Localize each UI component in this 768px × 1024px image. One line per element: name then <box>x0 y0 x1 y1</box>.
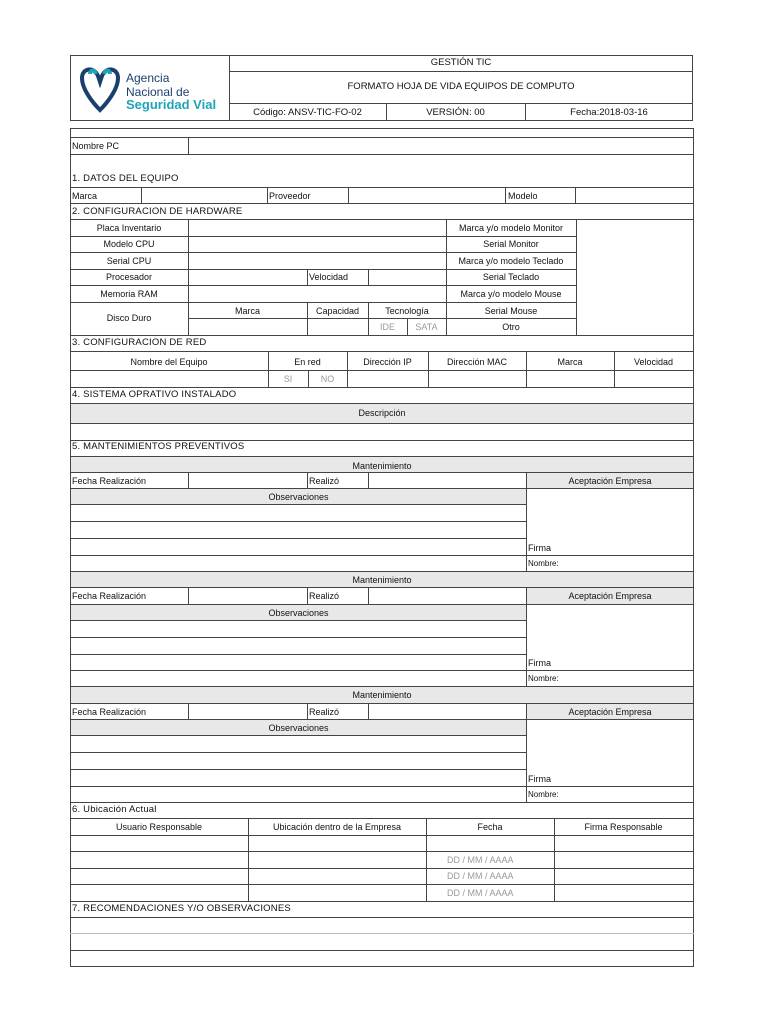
label-capacidad: Capacidad <box>315 306 360 316</box>
label-tecnologia: Tecnología <box>385 306 429 316</box>
label-modelo-cpu: Modelo CPU <box>103 239 155 249</box>
label-procesador: Procesador <box>105 272 153 282</box>
mant1-aceptacion: Aceptación Empresa <box>568 476 652 486</box>
label-teclado: Marca y/o modelo Teclado <box>458 256 564 266</box>
org-line1: Agencia <box>126 71 170 85</box>
option-ide[interactable]: IDE <box>379 322 395 332</box>
label-serial-mouse: Serial Mouse <box>484 306 538 316</box>
col-usuario: Usuario Responsable <box>115 822 203 832</box>
section-7-title: 7. RECOMENDACIONES Y/O OBSERVACIONES <box>72 903 291 914</box>
col-marca-red: Marca <box>557 357 583 367</box>
mant3-obs: Observaciones <box>268 723 329 733</box>
marca-field[interactable] <box>142 188 267 203</box>
label-marca: Marca <box>72 191 98 201</box>
doc-code: Código: ANSV-TIC-FO-02 <box>253 107 362 118</box>
mant3-nombre: Nombre: <box>528 790 559 799</box>
section-6-title: 6. Ubicación Actual <box>72 804 157 815</box>
proveedor-field[interactable] <box>349 188 505 203</box>
date-placeholder-3[interactable]: DD / MM / AAAA <box>447 888 514 898</box>
doc-date: Fecha:2018-03-16 <box>570 107 648 118</box>
label-velocidad: Velocidad <box>309 272 349 282</box>
pc-name-field[interactable] <box>189 138 693 154</box>
col-ip: Dirección IP <box>363 357 412 367</box>
logo-mark-icon <box>78 64 122 114</box>
org-line3: Seguridad Vial <box>126 97 217 112</box>
mant2-nombre: Nombre: <box>528 674 559 683</box>
option-sata[interactable]: SATA <box>415 322 438 332</box>
section-3-title: 3. CONFIGURACION DE RED <box>72 337 207 348</box>
label-descripcion: Descripción <box>358 408 406 418</box>
mant2-aceptacion: Aceptación Empresa <box>568 591 652 601</box>
agency-logo <box>78 64 122 114</box>
col-fecha: Fecha <box>477 822 503 832</box>
col-en-red: En red <box>294 357 321 367</box>
label-serial-monitor: Serial Monitor <box>483 239 539 249</box>
modelo-field[interactable] <box>576 188 693 203</box>
label-disco: Disco Duro <box>106 313 152 323</box>
option-no[interactable]: NO <box>320 374 335 384</box>
label-disco-marca: Marca <box>234 306 260 316</box>
label-modelo: Modelo <box>508 191 538 201</box>
section-5-title: 5. MANTENIMIENTOS PREVENTIVOS <box>72 441 245 452</box>
mant2-firma: Firma <box>528 658 551 668</box>
section-2-title: 2. CONFIGURACION DE HARDWARE <box>72 206 243 217</box>
label-proveedor: Proveedor <box>269 191 311 201</box>
mant2-realizo: Realizó <box>309 591 340 601</box>
label-mouse: Marca y/o modelo Mouse <box>460 289 562 299</box>
date-placeholder-1[interactable]: DD / MM / AAAA <box>447 855 514 865</box>
label-serial-teclado: Serial Teclado <box>482 272 540 282</box>
recommendations-area[interactable] <box>71 918 693 966</box>
label-nombre-pc: Nombre PC <box>72 141 120 151</box>
label-memoria: Memoria RAM <box>100 289 158 299</box>
mant1-obs: Observaciones <box>268 492 329 502</box>
title-gestion: GESTIÓN TIC <box>430 57 492 68</box>
label-otro: Otro <box>502 322 520 332</box>
label-monitor: Marca y/o modelo Monitor <box>458 223 564 233</box>
mant1-fecha: Fecha Realización <box>72 476 147 486</box>
section-1-title: 1. DATOS DEL EQUIPO <box>72 173 179 184</box>
mant1-firma: Firma <box>528 543 551 553</box>
mant2-obs: Observaciones <box>268 608 329 618</box>
mant3-realizo: Realizó <box>309 707 340 717</box>
mant3-fecha: Fecha Realización <box>72 707 147 717</box>
mant3-firma: Firma <box>528 774 551 784</box>
col-firma-responsable: Firma Responsable <box>584 822 663 832</box>
org-line2: Nacional de <box>126 85 190 99</box>
mant1-realizo: Realizó <box>309 476 340 486</box>
col-mac: Dirección MAC <box>446 357 507 367</box>
col-ubicacion: Ubicación dentro de la Empresa <box>272 822 402 832</box>
mant1-nombre: Nombre: <box>528 559 559 568</box>
option-si[interactable]: SI <box>283 374 293 384</box>
label-serial-cpu: Serial CPU <box>106 256 152 266</box>
title-format: FORMATO HOJA DE VIDA EQUIPOS DE COMPUTO <box>347 81 575 92</box>
doc-version: VERSIÓN: 00 <box>426 107 485 118</box>
mant3-aceptacion: Aceptación Empresa <box>568 707 652 717</box>
label-placa: Placa Inventario <box>96 223 162 233</box>
mant3-title: Mantenimiento <box>352 690 412 700</box>
col-nombre-equipo: Nombre del Equipo <box>130 357 208 367</box>
section-4-title: 4. SISTEMA OPRATIVO INSTALADO <box>72 389 237 400</box>
mant1-title: Mantenimiento <box>352 461 412 471</box>
mant2-fecha: Fecha Realización <box>72 591 147 601</box>
col-velocidad-red: Velocidad <box>633 357 674 367</box>
mant2-title: Mantenimiento <box>352 575 412 585</box>
date-placeholder-2[interactable]: DD / MM / AAAA <box>447 871 514 881</box>
